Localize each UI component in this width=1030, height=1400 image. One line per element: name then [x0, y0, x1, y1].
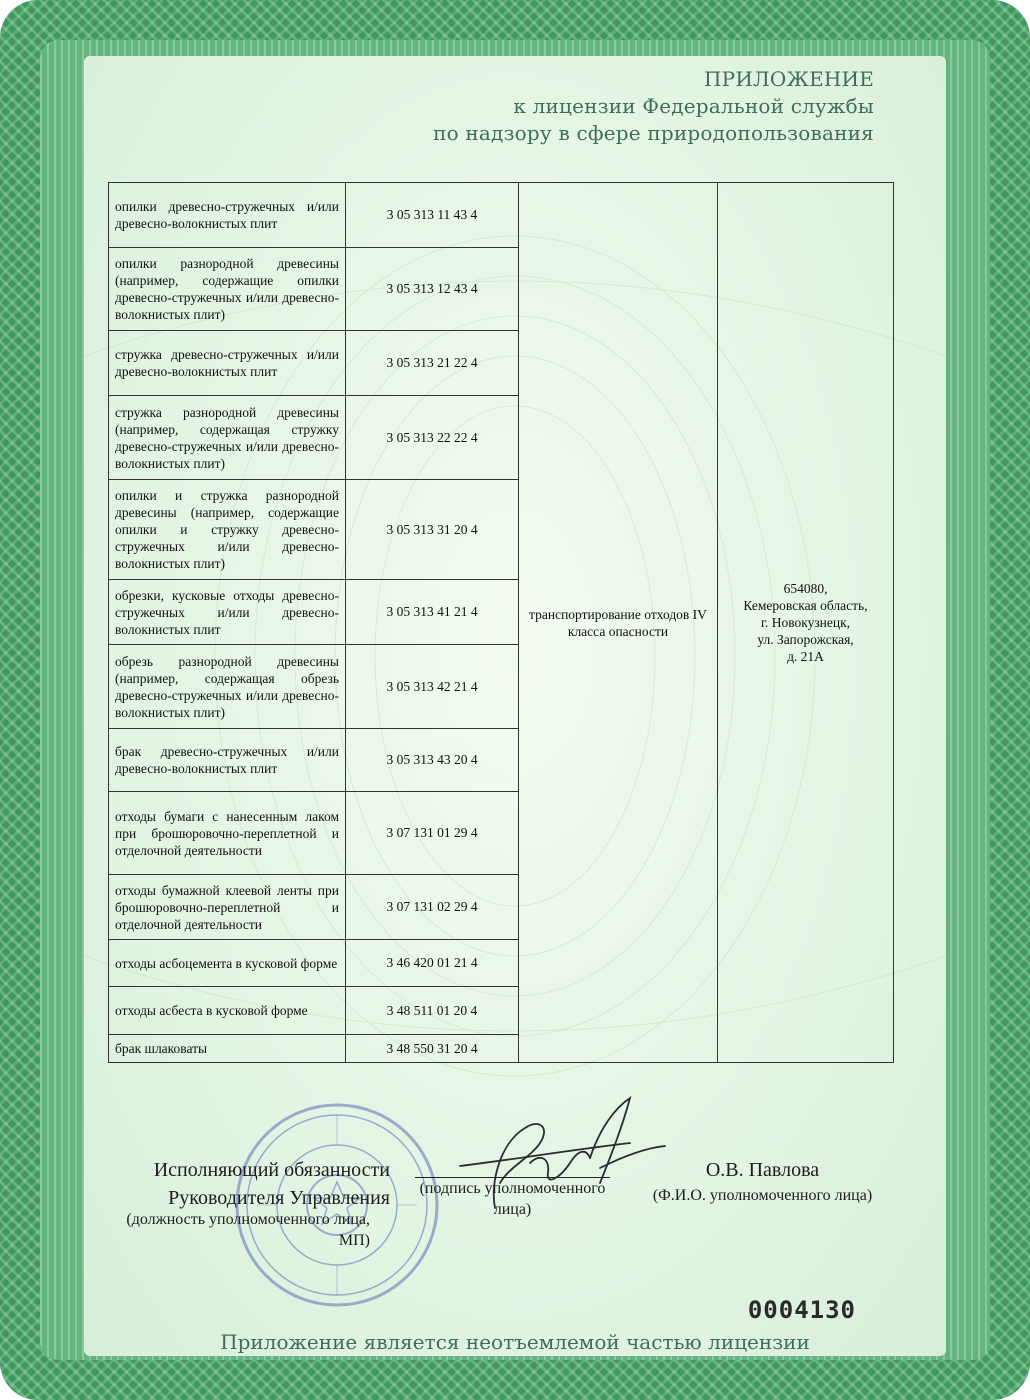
waste-name: стружка древесно-стружечных и/или древесно-волокнистых плит: [109, 331, 346, 396]
appendix-header: [433, 66, 874, 147]
waste-code: 3 46 420 01 21 4: [346, 940, 519, 987]
address-line: 654080,: [783, 581, 828, 596]
waste-name: опилки разнородной древесины (например, содержащие опилки древесно-стружечных и/или древесно-волокнистых плит): [109, 248, 346, 331]
waste-name: стружка разнородной древесины (например, содержащая стружку древесно-стружечных и/или древесно-волокнистых плит): [109, 396, 346, 480]
address-line: ул. Запорожская,: [757, 632, 854, 647]
waste-code: 3 05 313 43 20 4: [346, 729, 519, 792]
signatory-name: О.В. Павлова: [705, 1159, 820, 1181]
waste-name: брак шлаковаты: [109, 1035, 346, 1063]
address-line: д. 21А: [787, 649, 824, 664]
name-caption: (Ф.И.О. уполномоченного лица): [652, 1187, 873, 1204]
waste-name: брак древесно-стружечных и/или древесно-волокнистых плит: [109, 729, 346, 792]
signatory-position: [110, 1156, 390, 1212]
serial-number: 0004130: [747, 1296, 856, 1324]
position-line-1: Исполняющий обязанности: [153, 1159, 390, 1181]
waste-name: отходы бумажной клеевой ленты при брошюровочно-переплетной и отделочной деятельности: [109, 875, 346, 940]
address-cell: [718, 183, 894, 1063]
signature-caption: (подпись уполномоченного лица): [419, 1180, 606, 1218]
waste-table: [108, 182, 894, 1063]
waste-code: 3 05 313 31 20 4: [346, 480, 519, 580]
waste-code: 3 05 313 42 21 4: [346, 645, 519, 729]
waste-code: 3 05 313 41 21 4: [346, 580, 519, 645]
waste-code: 3 07 131 01 29 4: [346, 792, 519, 875]
footer-note: Приложение является неотъемлемой частью лицензии: [220, 1330, 810, 1354]
activity-type: транспортирование отходов IV класса опасности: [519, 183, 718, 1063]
waste-code: 3 05 313 21 22 4: [346, 331, 519, 396]
waste-code: 3 05 313 22 22 4: [346, 396, 519, 480]
waste-name: обрезки, кусковые отходы древесно-стружечных и/или древесно-волокнистых плит: [109, 580, 346, 645]
waste-name: опилки древесно-стружечных и/или древесно-волокнистых плит: [109, 183, 346, 248]
header-line-3: по надзору в сфере природопользования: [433, 121, 874, 145]
header-title: ПРИЛОЖЕНИЕ: [704, 67, 874, 91]
waste-name: обрезь разнородной древесины (например, содержащая обрезь древесно-стружечных и/или древесно-волокнистых плит): [109, 645, 346, 729]
waste-code: 3 48 511 01 20 4: [346, 987, 519, 1035]
header-line-2: к лицензии Федеральной службы: [513, 94, 874, 118]
waste-code: 3 05 313 11 43 4: [346, 183, 519, 248]
waste-name: отходы асбоцемента в кусковой форме: [109, 940, 346, 987]
table-row: [109, 183, 894, 248]
waste-name: опилки и стружка разнородной древесины (например, содержащие опилки и стружку древесно-стружечных и/или древесно-волокнистых плит): [109, 480, 346, 580]
waste-code: 3 07 131 02 29 4: [346, 875, 519, 940]
position-line-2: Руководителя Управления: [168, 1187, 390, 1209]
position-caption: (должность уполномоченного лица, МП): [126, 1211, 370, 1249]
waste-name: отходы бумаги с нанесенным лаком при брошюровочно-переплетной и отделочной деятельности: [109, 792, 346, 875]
address-line: г. Новокузнецк,: [760, 615, 851, 630]
waste-code: 3 48 550 31 20 4: [346, 1035, 519, 1063]
waste-code: 3 05 313 12 43 4: [346, 248, 519, 331]
waste-name: отходы асбеста в кусковой форме: [109, 987, 346, 1035]
address-line: Кемеровская область,: [743, 598, 868, 613]
